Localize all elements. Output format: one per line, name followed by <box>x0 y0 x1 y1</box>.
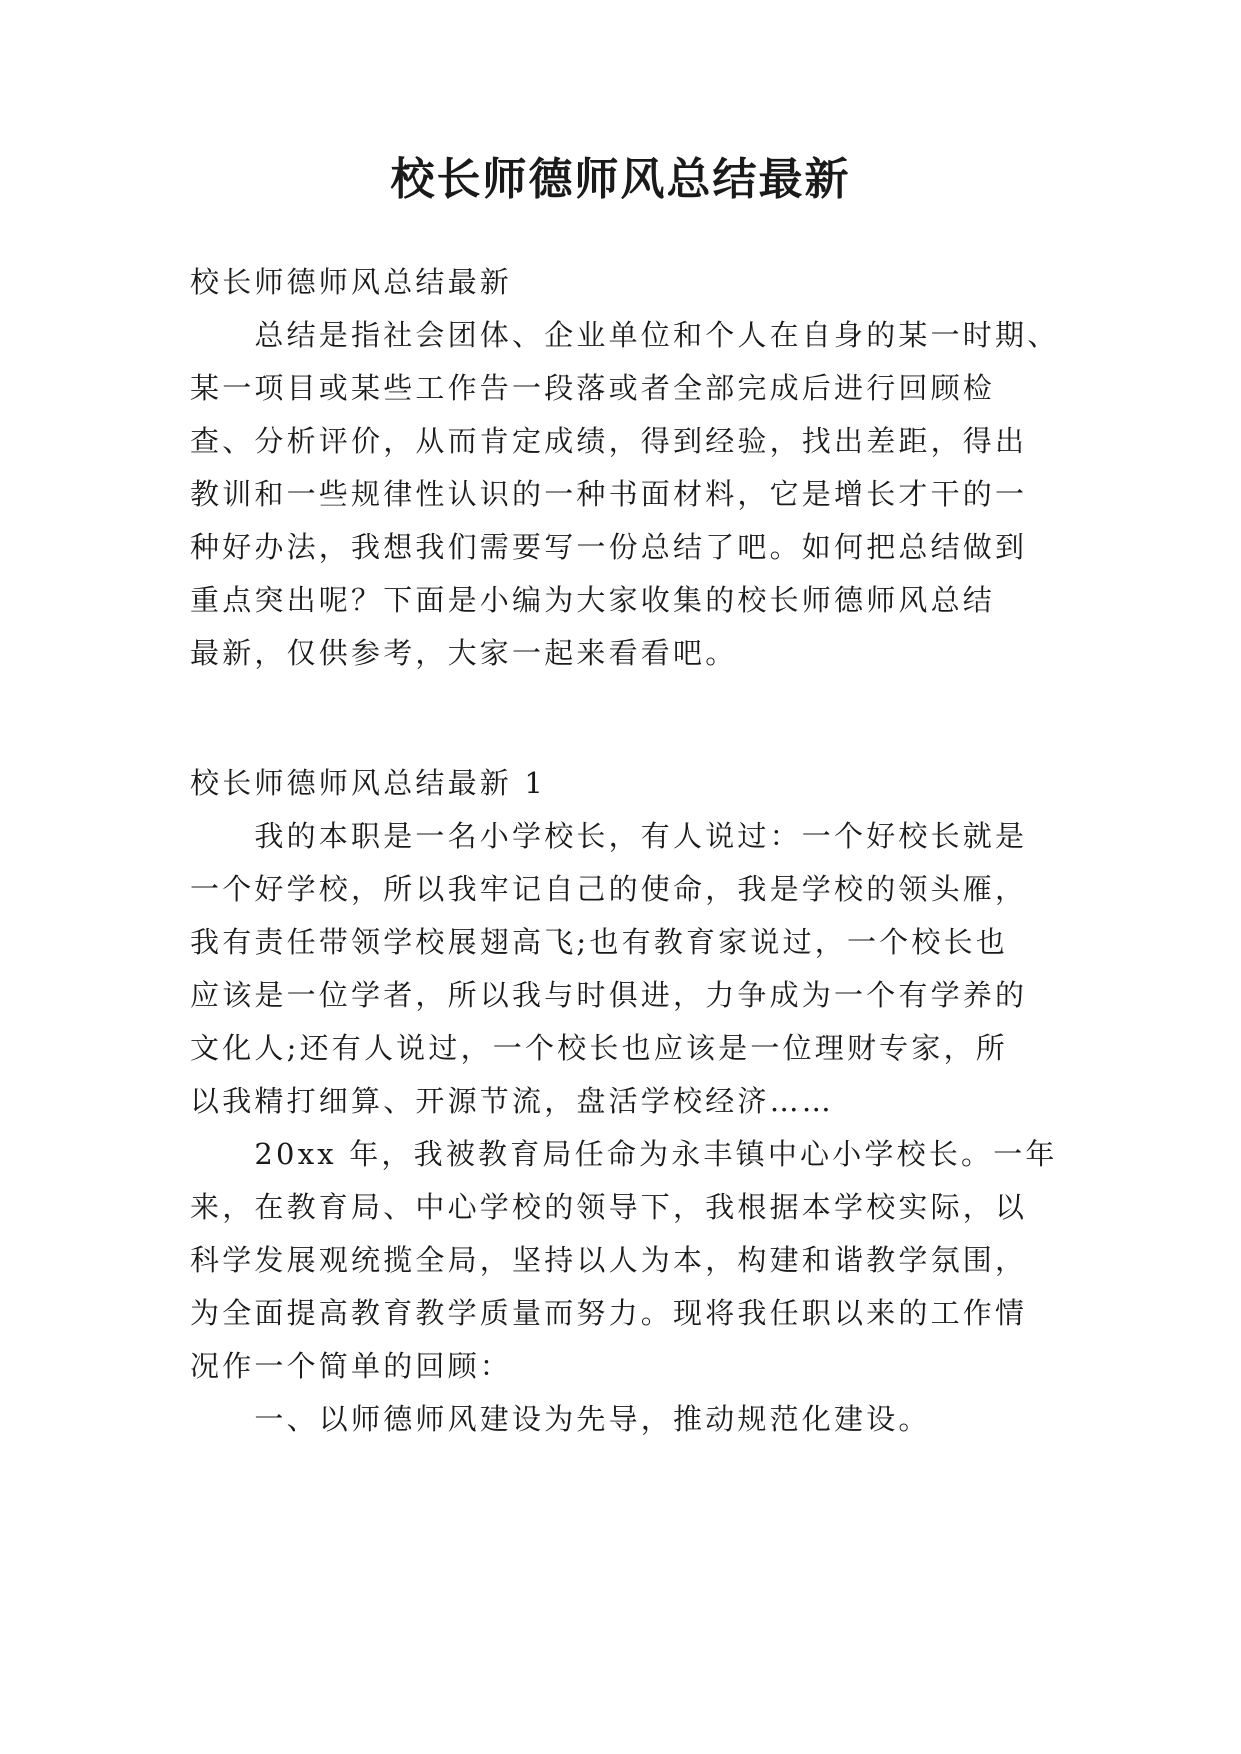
section-heading-intro: 校长师德师风总结最新 <box>190 265 513 299</box>
text-line: 为全面提高教育教学质量而努力。现将我任职以来的工作情 <box>190 1296 1028 1330</box>
text-line: 来，在教育局、中心学校的领导下，我根据本学校实际，以 <box>190 1190 1028 1224</box>
text-line: 以我精打细算、开源节流，盘活学校经济…… <box>190 1084 835 1118</box>
text-line: 我的本职是一名小学校长，有人说过：一个好校长就是 <box>190 819 1028 853</box>
text-line: 一个好学校，所以我牢记自己的使命，我是学校的领头雁， <box>190 872 1028 906</box>
section-heading-1: 校长师德师风总结最新 1 <box>190 766 547 800</box>
text-line: 我有责任带领学校展翅高飞;也有教育家说过，一个校长也 <box>190 925 1008 959</box>
text-line: 教训和一些规律性认识的一种书面材料，它是增长才干的一 <box>190 477 1028 511</box>
document-title: 校长师德师风总结最新 <box>390 154 851 205</box>
text-line: 最新，仅供参考，大家一起来看看吧。 <box>190 636 738 670</box>
text-line: 况作一个简单的回顾： <box>190 1349 513 1383</box>
text-line: 一、以师德师风建设为先导，推动规范化建设。 <box>190 1402 931 1436</box>
text-line: 科学发展观统揽全局，坚持以人为本，构建和谐教学氛围， <box>190 1243 1028 1277</box>
text-line: 某一项目或某些工作告一段落或者全部完成后进行回顾检 <box>190 371 996 405</box>
text-line: 应该是一位学者，所以我与时俱进，力争成为一个有学养的 <box>190 978 1028 1012</box>
text-line: 种好办法，我想我们需要写一份总结了吧。如何把总结做到 <box>190 530 1028 564</box>
text-line: 文化人;还有人说过，一个校长也应该是一位理财专家，所 <box>190 1031 1008 1065</box>
text-line: 查、分析评价，从而肯定成绩，得到经验，找出差距，得出 <box>190 424 1028 458</box>
text-line: 重点突出呢？下面是小编为大家收集的校长师德师风总结 <box>190 583 996 617</box>
text-line: 20xx 年，我被教育局任命为永丰镇中心小学校长。一年 <box>190 1137 1058 1171</box>
text-line: 总结是指社会团体、企业单位和个人在自身的某一时期、 <box>190 318 1060 352</box>
